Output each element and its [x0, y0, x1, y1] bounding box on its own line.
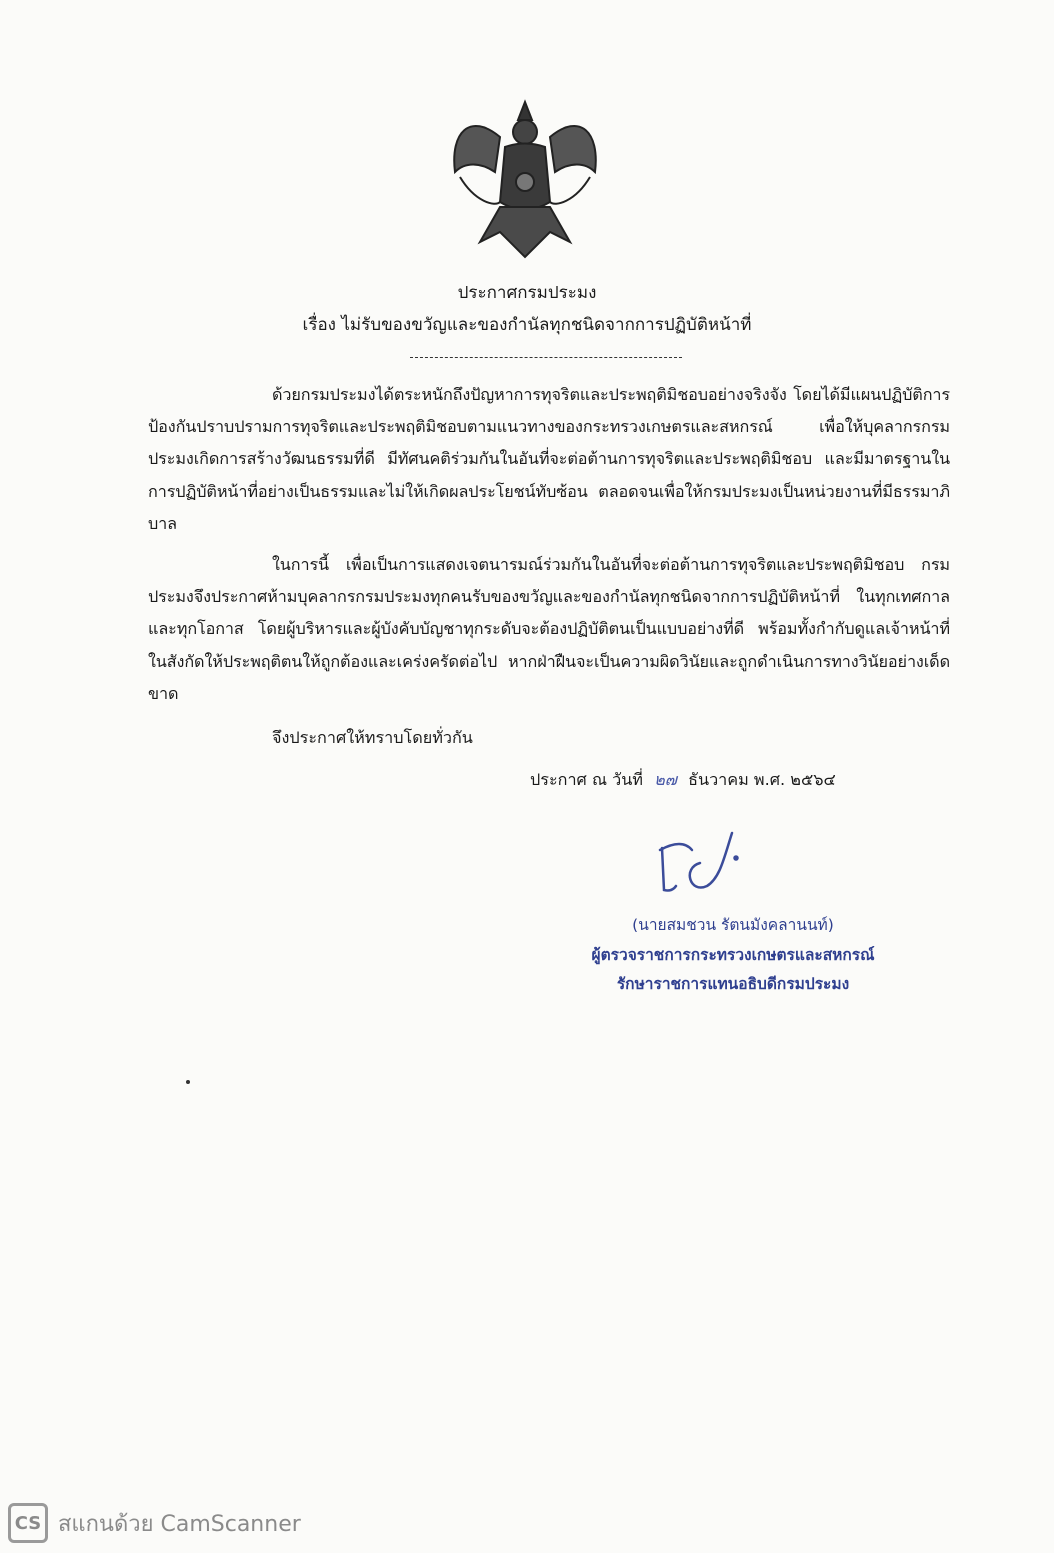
date-month-year: ธันวาคม พ.ศ. ๒๕๖๔: [688, 770, 836, 789]
signer-title-1: ผู้ตรวจราชการกระทรวงเกษตรและสหกรณ์: [591, 946, 875, 964]
body-paragraph-1: ด้วยกรมประมงได้ตระหนักถึงปัญหาการทุจริตและประพฤติมิชอบอย่างจริงจัง โดยได้มีแผนปฏิบัติการป้องกันปราบปรามการทุจริตและประพฤติมิชอบตามแนวทางของกระทรวงเกษตรและสหกรณ์ เพื่อให้บุคลากรกรมประมงเกิดการสร้างวัฒนธรรมที่ดี มีทัศนคติร่วมกันในอันที่จะต่อต้านการทุจริตและประพฤติมิชอบ และมีมาตรฐานในการปฏิบัติหน้าที่อย่างเป็นธรรมและไม่ให้เกิดผลประโยชน์ทับซ้อน ตลอดจนเพื่อให้กรมประมงเป็นหน่วยงานที่มีธรรมาภิบาล: [148, 385, 950, 533]
signer-name: (นายสมชวน รัตนมังคลานนท์): [632, 916, 834, 934]
date-prefix: ประกาศ ณ วันที่: [530, 770, 643, 789]
signer-title-2: รักษาราชการแทนอธิบดีกรมประมง: [616, 975, 850, 993]
signature-icon: [652, 828, 742, 900]
date-day-handwritten: ๒๗: [654, 770, 677, 789]
camscanner-logo-icon: CS: [8, 1503, 48, 1543]
title-divider: [410, 357, 682, 358]
body-paragraph-2: ในการนี้ เพื่อเป็นการแสดงเจตนารมณ์ร่วมกันในอันที่จะต่อต้านการทุจริตและประพฤติมิชอบ กรมประมงจึงประกาศห้ามบุคลากรกรมประมงทุกคนรับของขวัญและของกำนัลทุกชนิดจากการปฏิบัติหน้าที่ ในทุกเทศกาลและทุกโอกาส โดยผู้บริหารและผู้บังคับบัญชาทุกระดับจะต้องปฏิบัติตนเป็นแบบอย่างที่ดี พร้อมทั้งกำกับดูแลเจ้าหน้าที่ในสังกัดให้ประพฤติตนให้ถูกต้องและเคร่งครัดต่อไป หากฝ่าฝืนจะเป็นความผิดวินัยและถูกดำเนินการทางวินัยอย่างเด็ดขาด: [148, 555, 950, 703]
camscanner-text: สแกนด้วย CamScanner: [58, 1511, 301, 1537]
announcement-subject: เรื่อง ไม่รับของขวัญและของกำนัลทุกชนิดจากการปฏิบัติหน้าที่: [302, 315, 752, 335]
camscanner-watermark: [8, 1502, 301, 1544]
closing-statement: จึงประกาศให้ทราบโดยทั่วกัน: [272, 728, 473, 747]
scan-speck: [186, 1080, 190, 1084]
announcement-date: [530, 764, 836, 796]
garuda-emblem-icon: [440, 92, 610, 272]
announcement-title: ประกาศกรมประมง: [457, 283, 597, 303]
